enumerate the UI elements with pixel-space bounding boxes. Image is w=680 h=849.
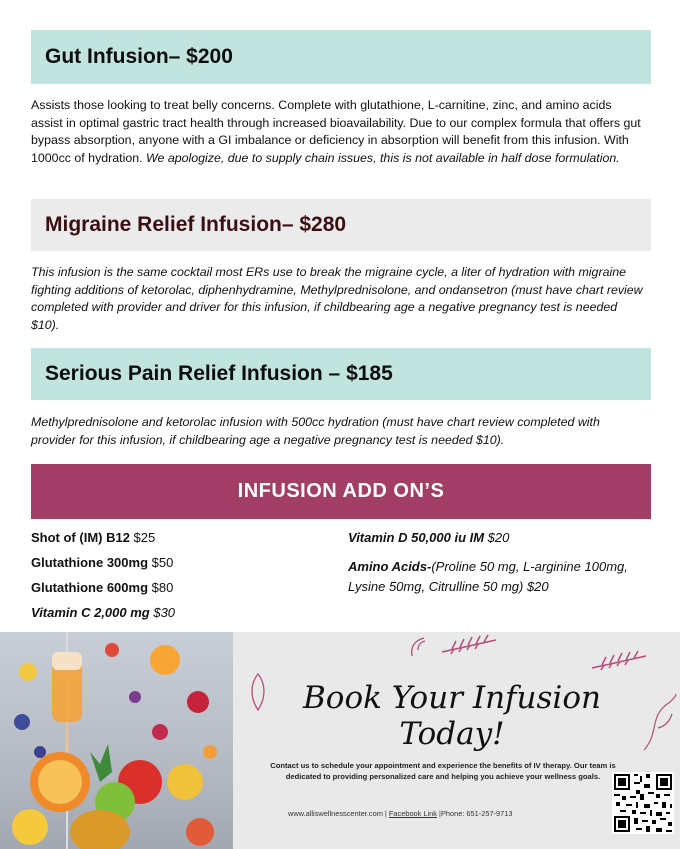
fruit-iv-illustration [0, 632, 233, 849]
addon-vitamin-c-price: $30 [149, 605, 176, 620]
addon-b12-name: Shot of (IM) B12 [31, 530, 130, 545]
addon-glutathione-300-price: $50 [148, 555, 174, 570]
gut-infusion-title-band [31, 30, 651, 84]
addon-glutathione-600-price: $80 [148, 580, 174, 595]
pain-infusion-description: Methylprednisolone and ketorolac infusion with 500cc hydration (must have chart review completed with provider for this infusion, if childbearing age a negative pregnancy test is needed $10). [31, 415, 600, 447]
addon-amino-acids-detail: (Proline 50 mg, L-arginine 100mg, Lysine 50mg, Citrulline 50 mg) $20 [348, 559, 628, 594]
promo-banner [0, 632, 680, 849]
addon-glutathione-600 [31, 578, 173, 598]
addon-amino-acids [348, 557, 658, 597]
addon-vitamin-d-name: Vitamin D 50,000 iu IM [348, 530, 485, 545]
addon-vitamin-d [348, 528, 509, 548]
migraine-infusion-description: This infusion is the same cocktail most ERs use to break the migraine cycle, a liter of hydration with migraine fighting additions of ketorolac, diphenhydramine, Methylprednisolone, and ondansetron (must have chart review completed with provider and driver for this infusion, if childbearing age a negative pregnancy test is needed $10). [31, 265, 643, 332]
contact-footer [288, 809, 512, 818]
leaf-decoration-icon [590, 650, 650, 672]
migraine-infusion-title: Migraine Relief Infusion– $280 [45, 213, 347, 236]
addon-vitamin-d-price: $20 [484, 530, 510, 545]
addon-b12 [31, 528, 155, 548]
addon-b12-price: $25 [129, 530, 156, 545]
addon-vitamin-c-name: Vitamin C 2,000 mg [31, 605, 150, 620]
pain-infusion-title: Serious Pain Relief Infusion – $185 [45, 362, 393, 385]
addon-glutathione-300 [31, 553, 173, 573]
gut-infusion-note: We apologize, due to supply chain issues, this is not available in half dose formulation. [146, 150, 620, 165]
gut-infusion-body: Assists those looking to treat belly concerns. Complete with glutathione, L-carnitine, zinc, and amino acids assist in optimal gastric tract health through increased bioavailability. Due to our complex formula that offers gut bypass absorption, anyone with a GI imbalance or deficiency in absorption will benefit from this infusion. With 1000cc of hydration. [31, 98, 641, 165]
addon-glutathione-300-name: Glutathione 300mg [31, 555, 149, 570]
qr-code-icon[interactable] [612, 772, 674, 834]
phone-text: |Phone: 651-257-9713 [436, 809, 513, 818]
book-infusion-headline: Book Your Infusion Today! [303, 680, 601, 752]
leaf-decoration-icon [408, 636, 428, 660]
pain-infusion-title-band [31, 348, 651, 400]
addons-heading: INFUSION ADD ON’S [31, 464, 651, 519]
facebook-link[interactable]: Facebook Link [388, 809, 437, 818]
gut-infusion-description [31, 97, 646, 167]
leaf-decoration-icon [440, 634, 500, 656]
addon-amino-acids-name: Amino Acids- [348, 559, 432, 574]
addon-glutathione-600-name: Glutathione 600mg [31, 580, 149, 595]
website-text: www.alliswellnesscenter.com | [288, 809, 389, 818]
leaf-decoration-icon [640, 692, 678, 752]
contact-message: Contact us to schedule your appointment and experience the benefits of IV therapy. Our team is dedicated to providing personalized care and helping you achieve your wellness goals. [270, 761, 616, 781]
gut-infusion-title: Gut Infusion– $200 [45, 45, 233, 68]
addon-vitamin-c [31, 603, 175, 623]
migraine-infusion-title-band [31, 199, 651, 251]
